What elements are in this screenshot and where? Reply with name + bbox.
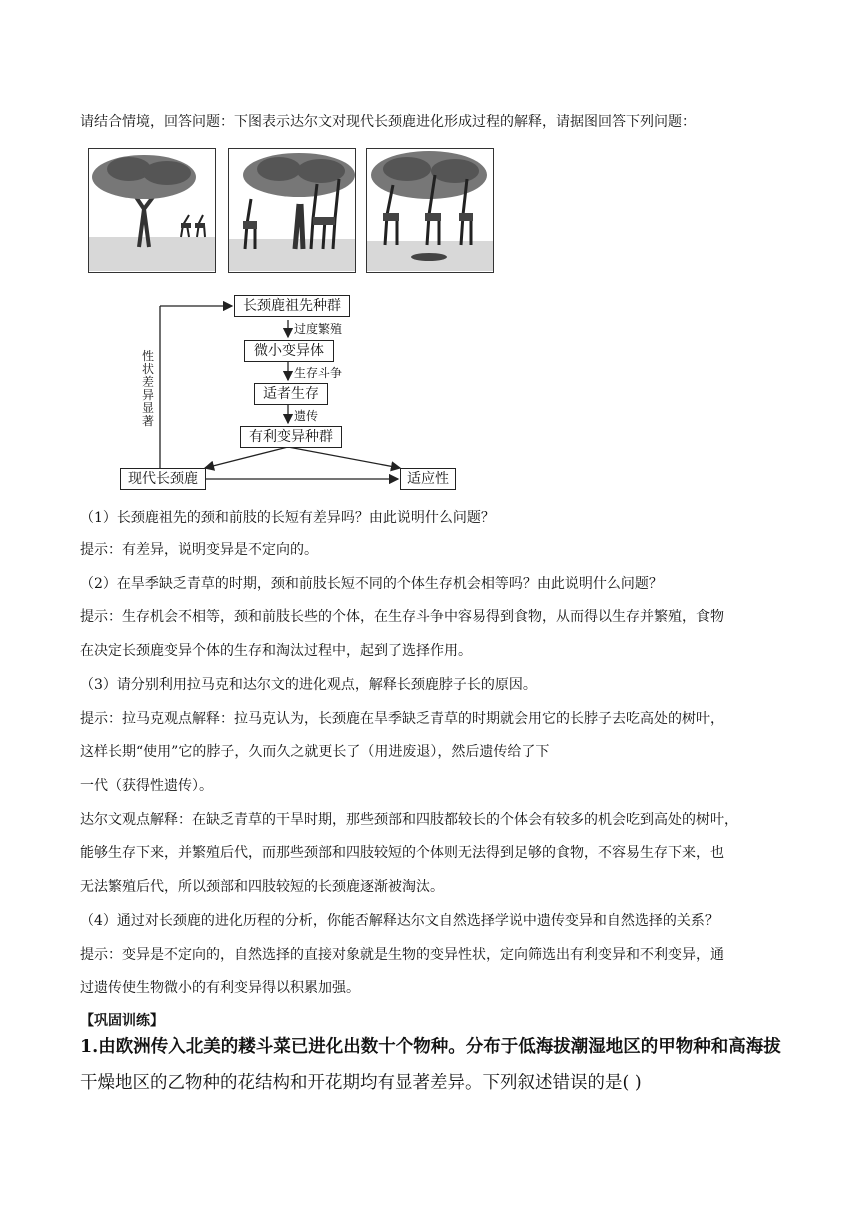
q2-hint-line-1: 提示：生存机会不相等，颈和前肢长些的个体，在生存斗争中容易得到食物，从而得以生存并繁殖，食物 <box>80 609 724 625</box>
evolution-flowchart <box>110 290 470 495</box>
label-heredity: 遗传 <box>294 409 319 423</box>
box-survival: 适者生存 <box>254 383 328 405</box>
box-adaptation: 适应性 <box>400 468 456 490</box>
q2-hint-line-2: 在决定长颈鹿变异个体的生存和淘汰过程中，起到了选择作用。 <box>80 643 472 659</box>
q4-hint-line-1: 提示：变异是不定向的，自然选择的直接对象就是生物的变异性状，定向筛选出有利变异和不利变异，通 <box>80 947 724 963</box>
box-minor-variant: 微小变异体 <box>244 340 334 362</box>
giraffe-illustrations <box>88 148 496 275</box>
exercise-1-line-2: 干燥地区的乙物种的花结构和开花期均有显著差异。下列叙述错误的是( ) <box>80 1073 642 1093</box>
q2-question: （2）在旱季缺乏青草的时期，颈和前肢长短不同的个体生存机会相等吗？由此说明什么问题？ <box>80 576 663 592</box>
giraffe-panel-2 <box>228 148 356 273</box>
label-overbreed: 过度繁殖 <box>294 322 343 336</box>
giraffe-panel-3 <box>366 148 494 273</box>
label-struggle: 生存斗争 <box>294 366 343 380</box>
q4-question: （4）通过对长颈鹿的进化历程的分析，你能否解释达尔文自然选择学说中遗传变异和自然选择的关系？ <box>80 913 719 929</box>
box-favorable: 有利变异种群 <box>240 426 342 448</box>
q3-darwin-line-2: 能够生存下来，并繁殖后代，而那些颈部和四肢较短的个体则无法得到足够的食物，不容易生存下来，也 <box>80 845 724 861</box>
q4-hint-line-2: 过遗传使生物微小的有利变异得以积累加强。 <box>80 980 360 996</box>
intro-text: 请结合情境，回答问题：下图表示达尔文对现代长颈鹿进化形成过程的解释，请据图回答下列问题： <box>80 114 696 130</box>
q1-hint: 提示：有差异，说明变异是不定向的。 <box>80 542 318 558</box>
q3-darwin-line-1: 达尔文观点解释：在缺乏青草的干旱时期，那些颈部和四肢都较长的个体会有较多的机会吃到高处的树叶， <box>80 812 738 828</box>
label-trait-difference: 性状差异显著 <box>142 349 155 428</box>
q3-darwin-line-3: 无法繁殖后代，所以颈部和四肢较短的长颈鹿逐渐被淘汰。 <box>80 879 444 895</box>
q1-question: （1）长颈鹿祖先的颈和前肢的长短有差异吗？由此说明什么问题？ <box>80 510 495 526</box>
q3-hint-line-1: 提示：拉马克观点解释：拉马克认为，长颈鹿在旱季缺乏青草的时期就会用它的长脖子去吃高处的树叶， <box>80 711 724 727</box>
exercise-1-text-1: 1.由欧洲传入北美的耧斗菜已进化出数十个物种。分布于低海拔潮湿地区的甲物种和高海拔 <box>80 1037 781 1057</box>
q3-question: （3）请分别利用拉马克和达尔文的进化观点，解释长颈鹿脖子长的原因。 <box>80 677 537 693</box>
box-ancestor: 长颈鹿祖先种群 <box>234 295 350 317</box>
box-modern: 现代长颈鹿 <box>120 468 206 490</box>
q3-hint-line-3: 一代（获得性遗传）。 <box>80 778 213 794</box>
q3-hint-line-2: 这样长期“使用”它的脖子，久而久之就更长了（用进废退），然后遗传给了下 <box>80 744 550 760</box>
exercise-1-line-1 <box>80 1034 781 1060</box>
section-title: 【巩固训练】 <box>80 1013 164 1029</box>
giraffe-panel-1 <box>88 148 216 273</box>
